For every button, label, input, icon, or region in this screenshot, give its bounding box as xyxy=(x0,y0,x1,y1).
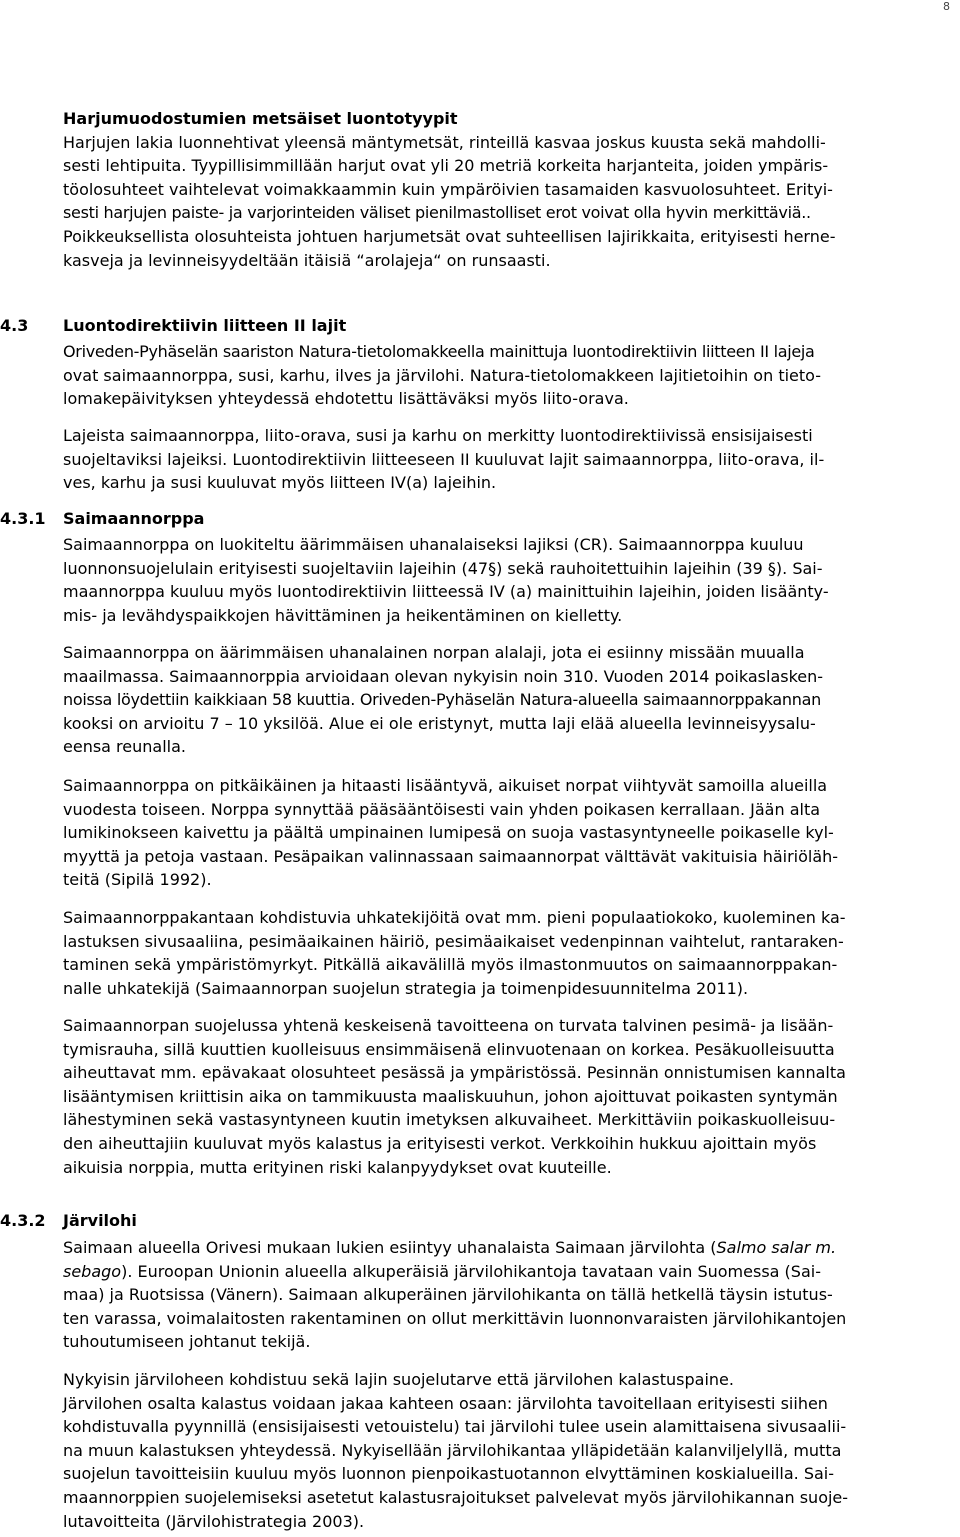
intro-line: töolosuhteet vaihtelevat voimakkaammin kuin ympäröivien tasamaiden kasvuolosuhteet. Erityi- xyxy=(63,179,833,199)
paragraph-line xyxy=(63,1236,960,1260)
section-title: Järvilohi xyxy=(63,1211,137,1230)
paragraph-line: mis- ja levähdyspaikkojen hävittäminen ja heikentäminen on kielletty. xyxy=(63,605,623,625)
section-title: Luontodirektiivin liitteen II lajit xyxy=(63,316,347,335)
section-4-3-1-paragraph xyxy=(63,641,960,759)
paragraph-line: den aiheuttajiin kuuluvat myös kalastus ja erityisesti verkot. Verkkoihin hukkuu ajoittain myös xyxy=(63,1133,817,1153)
paragraph-line: eensa reunalla. xyxy=(63,737,186,757)
paragraph-line: suojelun tavoitteisiin kuuluu myös luonnon pienpoikastuotannon elvyttäminen koskialueilla. Sai- xyxy=(63,1464,834,1484)
paragraph-line: maannorppien suojelemiseksi asetetut kalastusrajoitukset palvelevat myös järvilohikannan suoje- xyxy=(63,1487,849,1507)
paragraph-line: lumikinokseen kaivettu ja päältä umpinainen lumipesä on suoja vastasyntyneelle poikaselle kyl- xyxy=(63,823,834,843)
section-4-3-1-paragraph xyxy=(63,1014,960,1179)
paragraph-line: aikuisia norppia, mutta erityinen riski kalanpyydykset ovat kuuteille. xyxy=(63,1157,612,1177)
paragraph-line: nalle uhkatekijä (Saimaannorpan suojelun strategia ja toimenpidesuunnitelma 2011). xyxy=(63,978,749,998)
intro-line: Poikkeuksellista olosuhteista johtuen harjumetsät ovat suhteellisen lajirikkaita, erityisesti herne- xyxy=(63,226,836,246)
paragraph-line: lähestyminen sekä vastasyntyneen kuutin imetyksen alkuvaiheet. Merkittäviin poikaskuolleisuu- xyxy=(63,1110,836,1130)
paragraph-line: vuodesta toiseen. Norppa synnyttää pääsääntöisesti vain yhden poikasen kerrallaan. Jään alta xyxy=(63,799,821,819)
section-number: 4.3.2 xyxy=(0,1211,46,1230)
paragraph-line: ten varassa, voimalaitosten rakentaminen on ollut merkittävin luonnonvaraisten järvilohikantojen xyxy=(63,1308,847,1328)
paragraph-line: Saimaannorppakantaan kohdistuvia uhkatekijöitä ovat mm. pieni populaatiokoko, kuoleminen ka- xyxy=(63,908,846,927)
paragraph-line: teitä (Sipilä 1992). xyxy=(63,870,212,890)
paragraph-line: Järvilohen osalta kalastus voidaan jakaa kahteen osaan: järvilohta tavoitellaan erityisesti siihen xyxy=(63,1393,828,1413)
text-run: ). Euroopan Unionin alueella alkuperäisiä järvilohikantoja tavataan vain Suomessa (Sai- xyxy=(121,1261,821,1281)
paragraph-line: ovat saimaannorppa, susi, karhu, ilves ja järvilohi. Natura-tietolomakkeen lajitietoihin on tieto- xyxy=(63,365,822,385)
paragraph-line: ves, karhu ja susi kuuluvat myös liitteen IV(a) lajeihin. xyxy=(63,473,497,493)
section-4-3-2-paragraph xyxy=(63,1368,960,1533)
section-number: 4.3 xyxy=(0,316,29,335)
section-4-3-paragraph xyxy=(63,340,960,411)
section-4-3-1-paragraph xyxy=(63,533,960,627)
paragraph-line: taminen sekä ympäristömyrkyt. Pitkällä aikavälillä myös ilmastonmuutos on saimaannorppakan- xyxy=(63,955,838,975)
intro-line: sesti lehtipuita. Tyypillisimmillään harjut ovat yli 20 metriä korkeita harjanteita, joiden ympäris- xyxy=(63,156,829,176)
paragraph-line: lisääntymisen kriittisin aika on tammikuusta maaliskuuhun, johon ajoittuvat poikasten syntymän xyxy=(63,1086,838,1106)
section-title: Saimaannorppa xyxy=(63,509,205,528)
section-4-3-2-paragraph xyxy=(63,1236,960,1354)
paragraph-line: tuhoutumiseen johtanut tekijä. xyxy=(63,1332,311,1352)
section-4-3-1-paragraph xyxy=(63,774,960,892)
text-run: Saimaan alueella Orivesi mukaan lukien esiintyy uhanalaista Saimaan järvilohta ( xyxy=(63,1238,717,1257)
section-4-3-1-paragraph xyxy=(63,906,960,1000)
page-number: 8 xyxy=(943,0,950,13)
paragraph-line: Saimaannorppa on äärimmäisen uhanalainen norpan alalaji, jota ei esiinny missään muualla xyxy=(63,643,805,662)
section-4-3-paragraph xyxy=(63,424,960,495)
paragraph-line: kooksi on arvioitu 7 – 10 yksilöä. Alue ei ole eristynyt, mutta laji elää alueella levinneisyysalu- xyxy=(63,713,816,733)
italic-species-name: sebago xyxy=(63,1261,122,1281)
section-4-3-heading xyxy=(0,316,960,340)
paragraph-line: Saimaannorppa on luokiteltu äärimmäisen uhanalaiseksi lajiksi (CR). Saimaannorppa kuuluu xyxy=(63,535,804,554)
paragraph-line: lomakepäivityksen yhteydessä ehdotettu lisättäväksi myös liito-orava. xyxy=(63,389,629,409)
italic-species-name: Salmo salar m. xyxy=(716,1238,837,1257)
paragraph-line: luonnonsuojelulain erityisesti suojeltaviin lajeihin (47§) sekä rauhoitettuihin lajeihin (39 §). Sai- xyxy=(63,558,823,578)
section-4-3-2-heading xyxy=(0,1211,960,1235)
section-4-3-1-heading xyxy=(0,509,960,533)
paragraph-line: noissa löydettiin kaikkiaan 58 kuuttia. Oriveden-Pyhäselän Natura-alueella saimaannorppakannan xyxy=(63,690,821,710)
intro-heading: Harjumuodostumien metsäiset luontotyypit xyxy=(63,109,458,128)
paragraph-line: Nykyisin järviloheen kohdistuu sekä lajin suojelutarve että järvilohen kalastuspaine. xyxy=(63,1370,734,1389)
paragraph-line: maa) ja Ruotsissa (Vänern). Saimaan alkuperäinen järvilohikanta on tällä hetkellä täysin istutus- xyxy=(63,1285,833,1305)
paragraph-line: Oriveden-Pyhäselän saariston Natura-tietolomakkeella mainittuja luontodirektiivin liitteen II lajeja xyxy=(63,342,815,361)
intro-section xyxy=(63,107,960,272)
paragraph-line xyxy=(63,1260,960,1284)
paragraph-line: aiheuttavat mm. epävakaat olosuhteet pesässä ja ympäristössä. Pesinnän onnistumisen kannalta xyxy=(63,1063,846,1083)
paragraph-line: lutavoitteita (Järvilohistrategia 2003). xyxy=(63,1511,365,1531)
paragraph-line: Saimaannorpan suojelussa yhtenä keskeisenä tavoitteena on turvata talvinen pesimä- ja lisään- xyxy=(63,1016,834,1035)
intro-line: kasveja ja levinneisyydeltään itäisiä “arolajeja“ on runsaasti. xyxy=(63,250,551,270)
paragraph-line: kohdistuvalla pyynnillä (ensisijaisesti vetouistelu) tai järvilohi tulee usein alamittaisena sivusaalii- xyxy=(63,1417,847,1437)
paragraph-line: maannorppa kuuluu myös luontodirektiivin liitteessä IV (a) mainittuihin lajeihin, joiden lisäänty- xyxy=(63,582,829,602)
intro-line: sesti harjujen paiste- ja varjorinteiden väliset pienilmastolliset erot voivat olla hyvin merkittäviä.. xyxy=(63,203,811,223)
paragraph-line: myyttä ja petoja vastaan. Pesäpaikan valinnassaan saimaannorpat välttävät vakituisia häiriöläh- xyxy=(63,846,839,866)
paragraph-line: lastuksen sivusaaliina, pesimäaikainen häiriö, pesimäaikaiset vedenpinnan vaihtelut, rantaraken- xyxy=(63,931,844,951)
paragraph-line: maailmassa. Saimaannorppia arvioidaan olevan nykyisin noin 310. Vuoden 2014 poikaslasken- xyxy=(63,666,824,686)
section-number: 4.3.1 xyxy=(0,509,46,528)
paragraph-line: Saimaannorppa on pitkäikäinen ja hitaasti lisääntyvä, aikuiset norpat viihtyvät samoilla alueilla xyxy=(63,776,828,795)
paragraph-line: Lajeista saimaannorppa, liito-orava, susi ja karhu on merkitty luontodirektiivissä ensisijaisesti xyxy=(63,426,813,445)
paragraph-line: suojeltaviksi lajeiksi. Luontodirektiivin liitteeseen II kuuluvat lajit saimaannorppa, liito-orava, il- xyxy=(63,449,825,469)
paragraph-line: na muun kalastuksen yhteydessä. Nykyisellään järvilohikantaa ylläpidetään kalanviljelyllä, mutta xyxy=(63,1440,842,1460)
intro-line: Harjujen lakia luonnehtivat yleensä mäntymetsät, rinteillä kasvaa joskus kuusta sekä mahdolli- xyxy=(63,132,826,152)
paragraph-line: tymisrauha, sillä kuuttien kuolleisuus ensimmäisenä elinvuotenaan on korkea. Pesäkuolleisuutta xyxy=(63,1039,835,1059)
